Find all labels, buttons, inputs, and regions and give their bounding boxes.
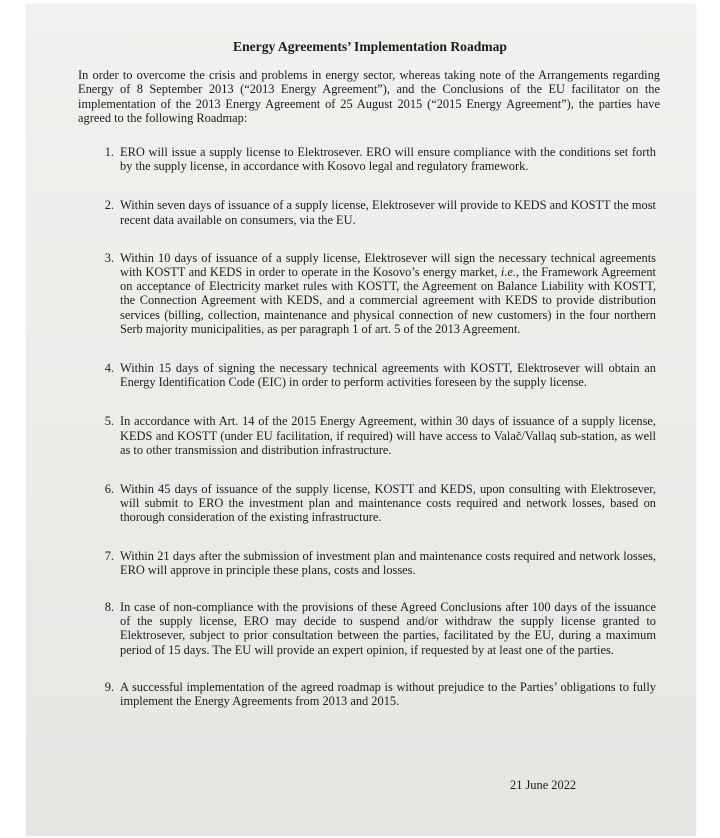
item-text: A successful implementation of the agreed roadmap is without prejudice to the Parties’ obligations to fully implement the Energy Agreements from 2013 and 2015. — [120, 679, 656, 709]
item-number: 8. — [104, 600, 114, 615]
roadmap-item-3 — [78, 251, 660, 336]
item-number: 4. — [104, 361, 114, 376]
roadmap-item-9 — [78, 680, 660, 708]
document-body — [78, 40, 660, 708]
item-text: Within 45 days of issuance of the supply license, KOSTT and KEDS, upon consulting with Elektrosever, will submit to ERO the investment plan and maintenance costs required and network losses, based on thorough consideration of the existing infrastructure. — [120, 482, 656, 525]
roadmap-item-5 — [78, 414, 660, 457]
item-text: Within 21 days after the submission of investment plan and maintenance costs required and network losses, ERO will approve in principle these plans, costs and losses. — [120, 548, 656, 577]
item-text: In accordance with Art. 14 of the 2015 Energy Agreement, within 30 days of issuance of a supply license, KEDS and KOSTT (under EU facilitation, if required) will have access to Valač/Vallaq sub-station, as well as to other transmission and distribution infrastructure. — [120, 414, 656, 457]
document-page — [26, 4, 696, 836]
document-date: 21 June 2022 — [510, 778, 577, 792]
item-text: Within 15 days of signing the necessary technical agreements with KOSTT, Elektrosever will obtain an Energy Identification Code (EIC) in order to perform activities foreseen by the supply license. — [120, 361, 656, 390]
item-number: 9. — [104, 679, 114, 694]
item-text: ERO will issue a supply license to Elektrosever. ERO will ensure compliance with the conditions set forth by the supply license, in accordance with Kosovo legal and regulatory framework. — [120, 145, 656, 174]
item-text-emphasis: i.e. — [500, 265, 517, 280]
roadmap-item-4 — [78, 361, 660, 389]
item-number: 1. — [104, 145, 114, 160]
item-number: 2. — [104, 198, 114, 213]
roadmap-item-1 — [78, 145, 660, 173]
roadmap-item-7 — [78, 549, 660, 577]
roadmap-item-6 — [78, 482, 660, 525]
item-text-part: Within 10 days of issuance of a supply license, Elektrosever will sign the necessary technical agreements with KOSTT and KEDS in order to operate in the Kosovo’s energy market, — [120, 250, 656, 280]
intro-paragraph: In order to overcome the crisis and problems in energy sector, whereas taking note of the Arrangements regarding Energy of 8 September 2013 (“2013 Energy Agreement”), and the Conclusions of the EU facilitator on the implementation of the 2013 Energy Agreement of 25 August 2015 (“2015 Energy Agreement”), the parties have agreed to the following Roadmap: — [78, 68, 660, 125]
item-number: 7. — [104, 548, 114, 563]
item-number: 6. — [104, 482, 114, 497]
item-number: 3. — [104, 250, 114, 265]
item-number: 5. — [104, 414, 114, 429]
item-text-part: , the Framework Agreement on acceptance of Electricity market rules with KOSTT, the Agreement on Balance Liability with KOSTT, the Connection Agreement with KEDS, and a commercial agreement with KEDS to provide distribution services (billing, collection, maintenance and physical connection of new customers) in the four northern Serb majority municipalities, as per paragraph 1 of art. 5 of the 2013 Agreement. — [120, 265, 656, 336]
roadmap-item-8 — [78, 600, 660, 657]
roadmap-item-2 — [78, 198, 660, 226]
document-title: Energy Agreements’ Implementation Roadmap — [233, 39, 507, 54]
roadmap-list — [78, 145, 660, 708]
item-text: Within seven days of issuance of a supply license, Elektrosever will provide to KEDS and KOSTT the most recent data available on consumers, via the EU. — [120, 198, 656, 227]
item-text: In case of non-compliance with the provisions of these Agreed Conclusions after 100 days of the issuance of the supply license, ERO may decide to suspend and/or withdraw the supply license granted to Elektrosever, subject to prior consultation between the parties, facilitated by the EU, during a maximum period of 15 days. The EU will provide an expert opinion, if requested by at least one of the parties. — [120, 600, 656, 657]
item-text — [120, 251, 660, 336]
